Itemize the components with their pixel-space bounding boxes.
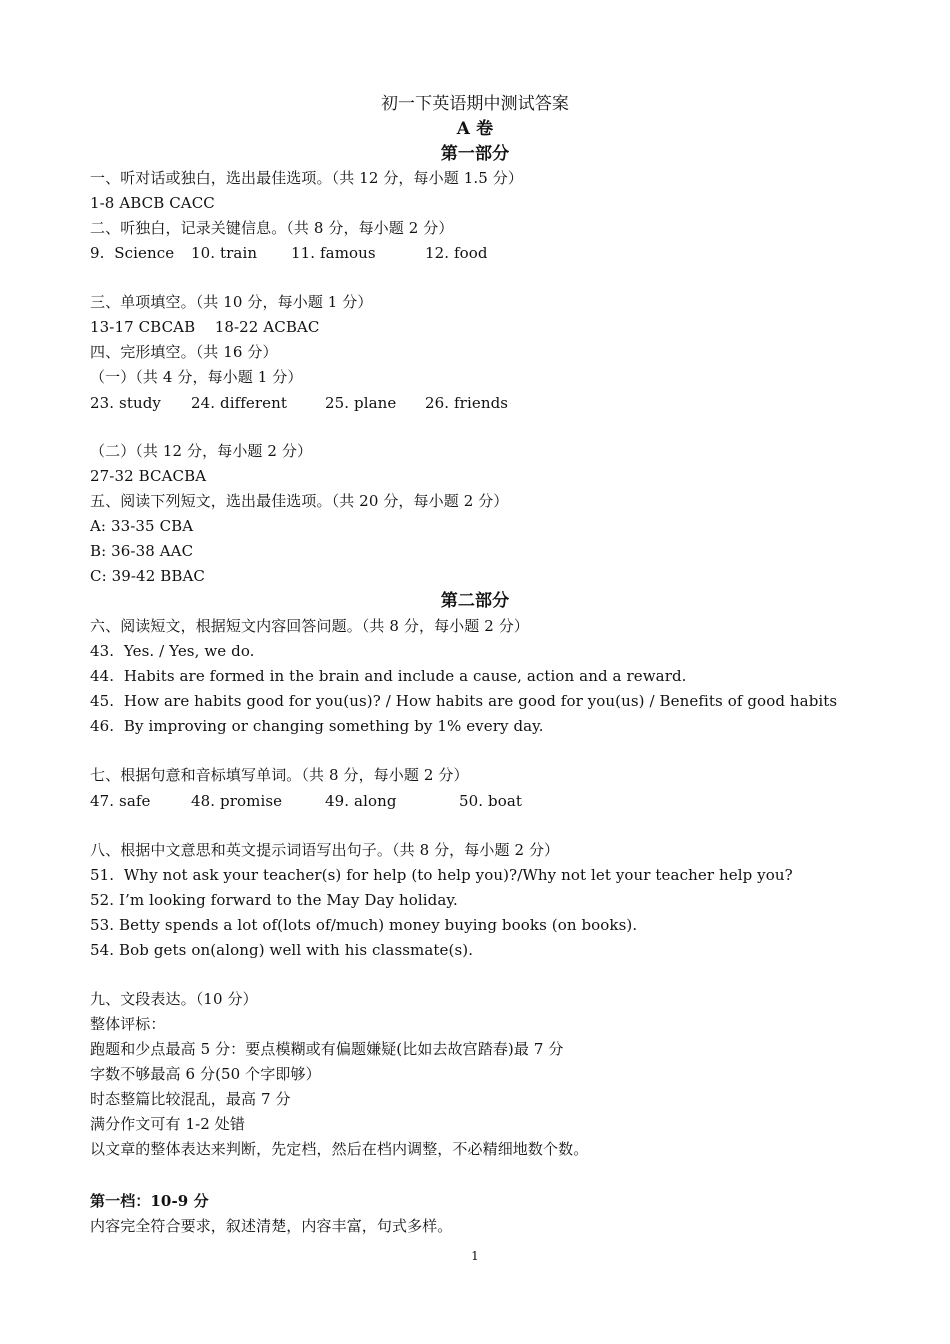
rubric-line: 跑题和少点最高 5 分：要点模糊或有偏题嫌疑(比如去故宫踏春)最 7 分 [90, 1040, 564, 1058]
answer-9: 9. Science [90, 244, 175, 262]
answer-26: 26. friends [425, 394, 509, 412]
answer-23: 23. study [90, 394, 161, 412]
section1-answers: 1-8 ABCB CACC [90, 194, 215, 212]
answer-48: 48. promise [191, 792, 283, 810]
section2-title: 二、听独白，记录关键信息。（共 8 分，每小题 2 分） [90, 219, 454, 237]
section6-title: 六、阅读短文，根据短文内容回答问题。（共 8 分，每小题 2 分） [90, 617, 529, 635]
answer-12: 12. food [425, 244, 488, 262]
answer-47: 47. safe [90, 792, 151, 810]
section4-sub1-title: （一）（共 4 分，每小题 1 分） [90, 368, 303, 386]
section5-a: A: 33-35 CBA [90, 517, 194, 535]
section8-title: 八、根据中文意思和英文提示词语写出句子。（共 8 分，每小题 2 分） [90, 841, 560, 859]
section5-title: 五、阅读下列短文，选出最佳选项。（共 20 分，每小题 2 分） [90, 492, 509, 510]
answer-11: 11. famous [291, 244, 376, 262]
part1-heading: 第一部分 [440, 144, 510, 164]
answer-52: 52. I’m looking forward to the May Day holiday. [90, 891, 458, 909]
answer-24: 24. different [191, 394, 288, 412]
document-title: 初一下英语期中测试答案 [380, 94, 570, 114]
answer-51: 51. Why not ask your teacher(s) for help (to help you)?/Why not let your teacher help you? [90, 866, 793, 884]
rubric-line: 以文章的整体表达来判断，先定档，然后在档内调整，不必精细地数个数。 [90, 1140, 589, 1158]
part2-heading: 第二部分 [440, 591, 510, 611]
rubric-line: 满分作文可有 1-2 处错 [90, 1115, 245, 1133]
answer-49: 49. along [325, 792, 397, 810]
volume-label: A 卷 [456, 119, 494, 139]
section5-c: C: 39-42 BBAC [90, 567, 205, 585]
page-number: 1 [471, 1249, 479, 1263]
answer-45: 45. How are habits good for you(us)? / How habits are good for you(us) / Benefits of good habits [90, 692, 838, 710]
section9-title: 九、文段表达。（10 分） [90, 990, 258, 1008]
section3-title: 三、单项填空。（共 10 分，每小题 1 分） [90, 293, 373, 311]
answer-46: 46. By improving or changing something by 1% every day. [90, 717, 544, 735]
rubric-line: 时态整篇比较混乱，最高 7 分 [90, 1090, 291, 1108]
rubric-line: 整体评标： [90, 1015, 166, 1033]
section3-answers: 13-17 CBCAB 18-22 ACBAC [90, 318, 320, 336]
answer-50: 50. boat [459, 792, 523, 810]
answer-25: 25. plane [325, 394, 397, 412]
answer-43: 43. Yes. / Yes, we do. [90, 642, 255, 660]
rubric-line: 字数不够最高 6 分(50 个字即够） [90, 1065, 321, 1083]
section7-title: 七、根据句意和音标填写单词。（共 8 分，每小题 2 分） [90, 766, 469, 784]
section1-title: 一、听对话或独白，选出最佳选项。（共 12 分，每小题 1.5 分） [90, 169, 523, 187]
answer-53: 53. Betty spends a lot of(lots of/much) money buying books (on books). [90, 916, 638, 934]
answer-44: 44. Habits are formed in the brain and include a cause, action and a reward. [90, 667, 687, 685]
section5-b: B: 36-38 AAC [90, 542, 194, 560]
section4-title: 四、完形填空。（共 16 分） [90, 343, 278, 361]
answer-10: 10. train [191, 244, 258, 262]
section4-sub2-answers: 27-32 BCACBA [90, 467, 207, 485]
answer-54: 54. Bob gets on(along) well with his classmate(s). [90, 941, 474, 959]
grade1-description: 内容完全符合要求，叙述清楚，内容丰富，句式多样。 [90, 1217, 453, 1235]
grade1-title: 第一档：10-9 分 [90, 1192, 209, 1210]
section4-sub2-title: （二）（共 12 分，每小题 2 分） [90, 442, 313, 460]
